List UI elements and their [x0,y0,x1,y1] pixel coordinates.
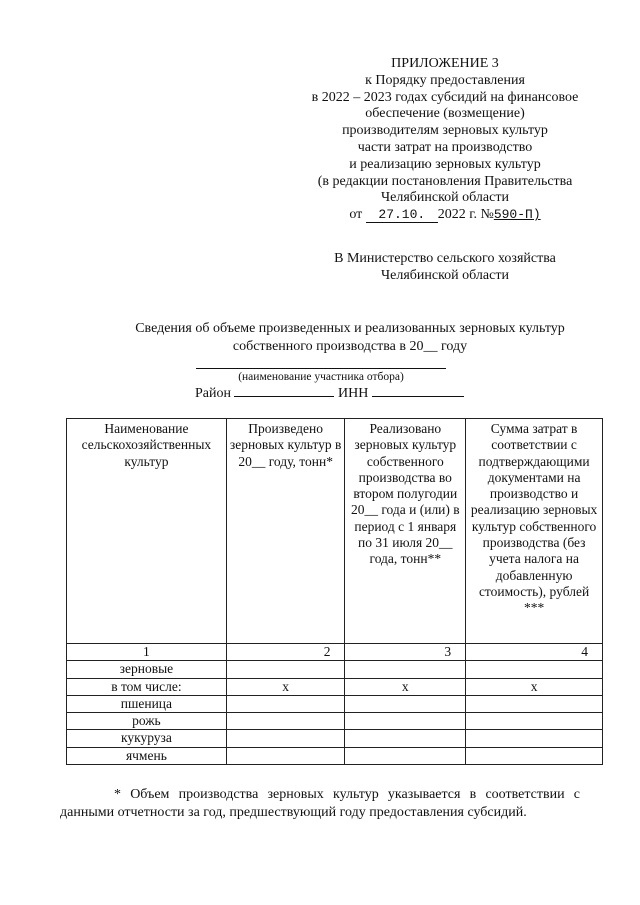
column-header: Произведено зерновых культур в 20__ году, тонн* [226,419,345,644]
appendix-line: в 2022 – 2023 годах субсидий на финансовое [311,89,579,105]
table-header-row [67,419,603,644]
appendix-header [285,56,605,224]
produced-cell[interactable] [226,661,345,678]
column-header: Реализовано зерновых культур собственного производства во втором полугодии 20__ года и (или) в период с 1 января по 31 июля 20__ года, тонн** [345,419,466,644]
crop-name-cell: ячмень [67,747,227,764]
column-number-row [67,644,603,661]
inn-label: ИНН [337,386,369,401]
crop-name-cell: кукуруза [67,730,227,747]
produced-cell[interactable] [226,695,345,712]
appendix-line: и реализацию зерновых культур [349,156,541,172]
sold-cell[interactable] [345,713,466,730]
costs-cell[interactable] [466,730,603,747]
rayon-blank [234,384,334,397]
appendix-line: части затрат на производство [357,139,533,155]
produced-cell[interactable] [226,713,345,730]
crop-name-cell: пшеница [67,695,227,712]
sold-cell: х [345,678,466,695]
title-line: Сведения об объеме произведенных и реализованных зерновых культур [135,321,565,336]
crop-name-cell: рожь [67,713,227,730]
date-suffix: 2022 г. № [437,207,494,223]
appendix-line: обеспечение (возмещение) [365,106,525,122]
produced-cell: х [226,678,345,695]
costs-cell[interactable] [466,713,603,730]
costs-cell[interactable] [466,661,603,678]
appendix-line: (в редакции постановления Правительства [317,173,573,189]
produced-cell[interactable] [226,730,345,747]
crops-table [66,418,603,765]
costs-cell[interactable] [466,747,603,764]
column-header: Сумма затрат в соответствии с подтверждающими документами на производство и реализацию зерновых культур собственного производства (без учета налога на добавленную стоимость), рублей *** [466,419,603,644]
column-number: 3 [345,644,466,661]
table-row [67,747,603,764]
addressee-line: В Министерство сельского хозяйства [334,251,556,266]
sold-cell[interactable] [345,730,466,747]
table-row [67,661,603,678]
addressee [300,250,590,284]
resolution-number: 590-П) [493,207,541,223]
column-number: 1 [67,644,227,661]
appendix-title: ПРИЛОЖЕНИЕ 3 [391,56,499,71]
appendix-line: к Порядку предоставления [365,72,525,88]
crop-name-cell: зерновые [67,661,227,678]
sold-cell[interactable] [345,695,466,712]
addressee-line: Челябинской области [381,268,509,283]
participant-caption: (наименование участника отбора) [196,368,446,384]
date-prefix: от [349,207,363,223]
column-number: 4 [466,644,603,661]
column-header: Наименование сельскохозяйственных культур [67,419,227,644]
column-number: 2 [226,644,345,661]
table-row [67,713,603,730]
inn-blank [372,384,464,397]
rayon-label: Район [195,386,231,401]
appendix-line: производителям зерновых культур [342,123,548,139]
costs-cell[interactable] [466,695,603,712]
rayon-inn-line [195,384,464,402]
footnote: * Объем производства зерновых культур указывается в соответствии с данными отчетности за год, предшествующий году предоставления субсидий. [60,787,580,820]
resolution-date-line [285,207,605,224]
crop-name-cell: в том числе: [67,678,227,695]
table-row [67,678,603,695]
document-title [90,320,610,356]
title-line: собственного производства в 20__ году [232,339,468,354]
costs-cell: х [466,678,603,695]
table-row [67,730,603,747]
produced-cell[interactable] [226,747,345,764]
table-row [67,695,603,712]
sold-cell[interactable] [345,747,466,764]
sold-cell[interactable] [345,661,466,678]
resolution-date: 27.10. [366,208,438,223]
appendix-line: Челябинской области [381,190,509,206]
